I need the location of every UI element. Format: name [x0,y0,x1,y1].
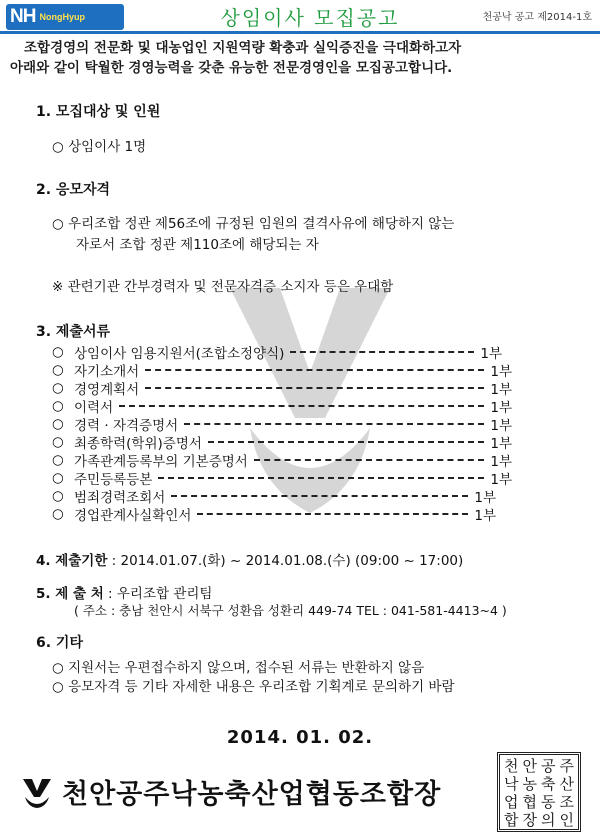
document-count: 1부 [474,490,496,506]
document-count: 1부 [490,364,512,380]
page-title: 상임이사 모집공고 [220,6,400,30]
seal-char: 인 [559,811,574,829]
document-name: 경업관계사실확인서 [74,508,192,524]
logo-main: NH [10,6,36,27]
seal-char: 낙 [504,775,519,793]
intro-line: 조합경영의 전문화 및 대농업인 지원역량 확충과 실익증진을 극대화하고자 [24,40,462,56]
announcement-date: 2014. 01. 02. [226,727,374,748]
section-2-note: ※ 관련기관 간부경력자 및 전문자격증 소지자 등은 우대함 [52,279,394,295]
seal-char: 조 [559,793,574,811]
seal-char: 농 [522,775,537,793]
document-name: 가족관계등록부의 기본증명서 [74,454,248,470]
section-6-item: ○ 응모자격 등 기타 자세한 내용은 우리조합 기획계로 문의하기 바람 [52,679,455,695]
document-count: 1부 [474,508,496,524]
section-2-item: ○ 우리조합 정관 제56조에 규정된 임원의 결격사유에 해당하지 않는 [52,216,455,232]
document-count: 1부 [490,400,512,416]
document-count: 1부 [490,418,512,434]
seal-char: 동 [541,793,556,811]
seal-char: 천 [504,757,519,775]
document-name: 자기소개서 [74,364,140,380]
list-item: ○ 자기소개서 1부 [52,362,512,380]
seal-char: 주 [559,757,574,775]
nh-logo [6,4,124,30]
intro-paragraph [10,38,595,78]
intro-line: 아래와 같이 탁월한 경영능력을 갖춘 유능한 전문경영인을 모집공고합니다. [10,60,453,76]
document-count: 1부 [490,472,512,488]
document-count: 1부 [490,454,512,470]
section-1-heading: 1. 모집대상 및 인원 [36,104,161,120]
nh-mark-icon [20,775,54,809]
section-5-row [36,582,212,602]
list-item: ○ 경영계획서 1부 [52,380,512,398]
submission-deadline: : 2014.01.07.(화) ~ 2014.01.08.(수) (09:00 ~ 17:00) [107,553,464,569]
submission-place: : 우리조합 관리팀 [103,586,213,602]
official-seal [497,752,581,832]
document-count: 1부 [490,436,512,452]
section-2-item-continued: 자로서 조합 정관 제110조에 해당되는 자 [76,237,319,253]
section-5-heading: 5. 제 출 처 [36,586,104,602]
seal-char: 장 [522,811,537,829]
section-2-heading: 2. 응모자격 [36,182,111,198]
document-count: 1부 [490,382,512,398]
list-item: ○ 가족관계등록부의 기본증명서 1부 [52,452,512,470]
seal-char: 공 [541,757,556,775]
document-name: 경영계획서 [74,382,140,398]
list-item: ○ 범죄경력조회서 1부 [52,488,496,506]
list-item: ○ 상임이사 임용지원서(조합소정양식) 1부 [52,344,502,362]
document-name: 주민등록등본 [74,472,153,488]
list-item: ○ 주민등록등본 1부 [52,470,512,488]
section-6-item: ○ 지원서는 우편접수하지 않으며, 접수된 서류는 반환하지 않음 [52,660,425,676]
seal-char: 안 [522,757,537,775]
header [0,0,600,34]
notice-number: 천공낙 공고 제2014-1호 [482,12,592,23]
document-name: 범죄경력조회서 [74,490,166,506]
seal-char: 업 [504,793,519,811]
seal-char: 합 [504,811,519,829]
section-4-row [36,549,463,569]
section-3-heading: 3. 제출서류 [36,324,111,340]
logo-sub: NongHyup [39,12,85,22]
organization-name: 천안공주낙농축산업협동조합장 [62,779,442,810]
header-divider [0,31,600,34]
submission-address: ( 주소 : 충남 천안시 서북구 성환읍 성환리 449-74 TEL : 041-581-4413~4 ) [74,603,507,618]
seal-char: 의 [541,811,556,829]
list-item: ○ 경력 · 자격증명서 1부 [52,416,512,434]
list-item: ○ 최종학력(학위)증명서 1부 [52,434,512,452]
seal-char: 산 [559,775,574,793]
section-6-heading: 6. 기타 [36,635,83,651]
document-name: 이력서 [74,400,114,416]
list-item: ○ 이력서 1부 [52,398,512,416]
document-name: 최종학력(학위)증명서 [74,436,202,452]
document-name: 경력 · 자격증명서 [74,418,179,434]
seal-char: 협 [522,793,537,811]
list-item: ○ 경업관계사실확인서 1부 [52,506,496,524]
section-4-heading: 4. 제출기한 [36,553,108,569]
seal-char: 축 [541,775,556,793]
document-name: 상임이사 임용지원서(조합소정양식) [74,346,285,362]
organization-signature [20,772,441,811]
section-1-item: ○ 상임이사 1명 [52,139,147,155]
document-count: 1부 [480,346,502,362]
